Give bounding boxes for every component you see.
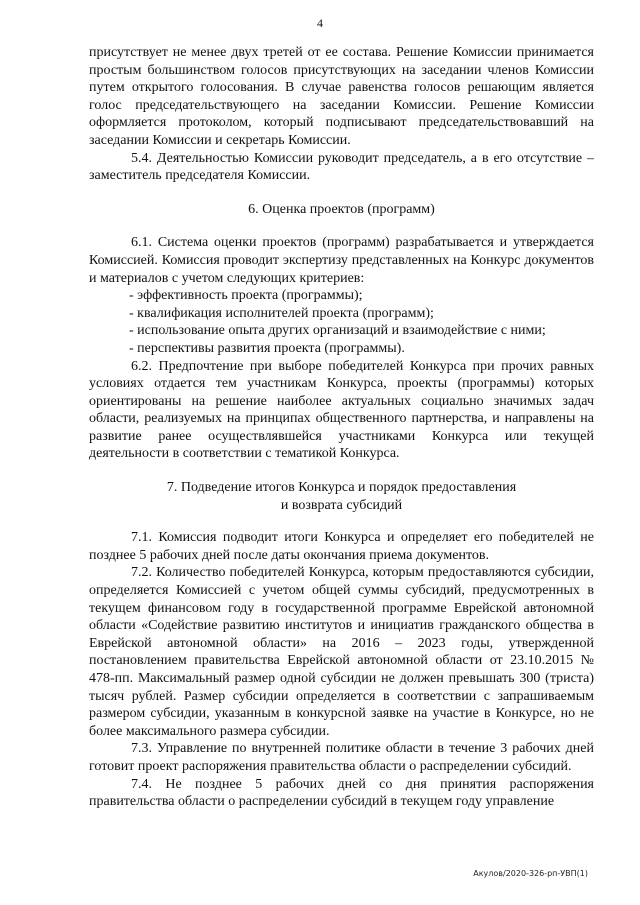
- paragraph-decision-procedure: присутствует не менее двух третей от ее состава. Решение Комиссии принимается простым большинством голосов присутствующих на заседании членов Комиссии путем открытого голосования. В случае равенства голосов решающим является голос председательствующего на заседании Комиссии. Решение Комиссии оформляется протоколом, который подписывают председательствовавший на заседании Комиссии и секретарь Комиссии.: [89, 45, 594, 148]
- paragraph-5-4: 5.4. Деятельностью Комиссии руководит председатель, а в его отсутствие – заместитель председателя Комиссии.: [89, 150, 594, 184]
- paragraph-6-1: 6.1. Система оценки проектов (программ) разрабатывается и утверждается Комиссией. Комиссия проводит экспертизу представленных на Конкурс документов и материалов с учетом следующих критериев:: [89, 235, 594, 286]
- section-7-heading-line2: и возврата субсидий: [280, 497, 403, 513]
- paragraph-6-2: 6.2. Предпочтение при выборе победителей Конкурса при прочих равных условиях отдается тем участникам Конкурса, проекты (программы) которых ориентированы на решение наиболее актуальных социально значимых задач области, реализуемых на принципах общественного партнерства, и направлены на развитие ранее осуществлявшейся участниками Конкурса или текущей деятельности в соответствии с тематикой Конкурса.: [89, 358, 594, 462]
- criterion-item: - перспективы развития проекта (программы).: [129, 340, 405, 356]
- paragraph-7-1: 7.1. Комиссия подводит итоги Конкурса и определяет его победителей не позднее 5 рабочих дней после даты окончания приема документов.: [89, 530, 594, 563]
- criterion-item: - эффективность проекта (программы);: [129, 288, 363, 304]
- section-7-heading-line1: 7. Подведение итогов Конкурса и порядок предоставления: [166, 480, 517, 496]
- paragraph-7-4: 7.4. Не позднее 5 рабочих дней со дня принятия распоряжения правительства области о распределении субсидий в текущем году управление: [89, 776, 594, 810]
- document-registration-code: Акулов/2020-326-рп-УВП(1): [473, 869, 588, 878]
- section-6-heading: 6. Оценка проектов (программ): [248, 201, 435, 217]
- document-body: [89, 44, 594, 811]
- criterion-item: - квалификация исполнителей проекта (программ);: [129, 305, 434, 321]
- paragraph-7-3: 7.3. Управление по внутренней политике области в течение 3 рабочих дней готовит проект распоряжения правительства области о распределении субсидий.: [89, 741, 594, 774]
- criterion-item: - использование опыта других организаций и взаимодействие с ними;: [129, 323, 546, 339]
- section-7-heading: [89, 479, 594, 514]
- page-number: 4: [317, 16, 323, 30]
- paragraph-7-2: 7.2. Количество победителей Конкурса, которым предоставляются субсидии, определяется Комиссией с учетом общей суммы субсидий, предусмотренных в текущем финансовом году в государственной программе Еврейской автономной области «Содействие развитию институтов и инициатив гражданского общества в Еврейской автономной области» на 2016 – 2023 годы, утвержденной постановлением правительства Еврейской автономной области от 23.10.2015 № 478-пп. Максимальный размер одной субсидии не должен превышать 300 (триста) тысяч рублей. Размер субсидии определяется в соответствии с запрашиваемым размером субсидии, указанным в конкурсной заявке на участие в Конкурсе, но не более максимального размера субсидии.: [89, 565, 594, 739]
